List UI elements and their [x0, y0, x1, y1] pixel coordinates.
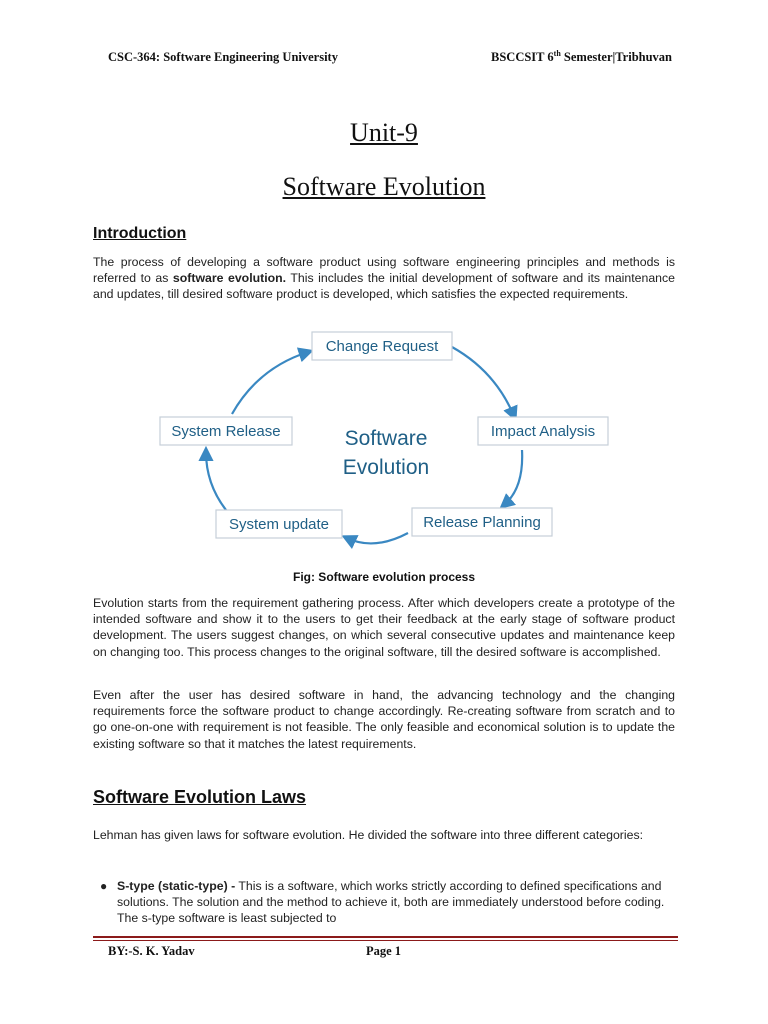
header-program-sup: th	[553, 49, 561, 58]
footer-divider-thin	[93, 940, 678, 941]
node-system-release-label: System Release	[171, 423, 281, 440]
node-system-update	[216, 510, 342, 538]
footer-divider-thick	[93, 936, 678, 938]
intro-p1-after: This includes the initial development of software and its maintenance and updates, till desired software product is developed, which satisfies the expected requirements.	[93, 271, 675, 302]
node-impact-analysis	[478, 417, 608, 445]
cycle-arc-3	[347, 533, 408, 543]
header-program-suffix: Semester|Tribhuvan	[560, 50, 672, 65]
cycle-arc-4	[206, 452, 226, 510]
node-system-release	[160, 417, 292, 445]
s-type-term: S-type (static-type) -	[117, 879, 236, 893]
header-course: CSC-364: Software Engineering University	[108, 50, 338, 64]
node-release-planning	[412, 508, 552, 536]
laws-paragraph: Lehman has given laws for software evolution. He divided the software into three different categories:	[93, 828, 644, 842]
s-type-description: This is a software, which works strictly according to defined specifications and solutions. The solution and the method to achieve it, both are immediately understood before coding. The s-type software is least subjected to	[117, 879, 665, 926]
node-system-update-label: System update	[228, 516, 330, 533]
intro-p1-bold: software evolution.	[172, 271, 287, 286]
intro-p1-before: The process of developing a software product using software engineering principles and methods is referred to as	[93, 255, 675, 286]
laws-heading: Software Evolution Laws	[93, 787, 307, 807]
diagram-center-line2: Evolution	[342, 456, 430, 479]
cycle-arc-2	[504, 450, 522, 505]
figure-caption: Fig: Software evolution process	[292, 570, 476, 584]
footer-page-number: Page 1	[366, 944, 402, 958]
intro-heading: Introduction	[93, 225, 187, 242]
intro-paragraph	[93, 254, 675, 303]
header-program	[491, 49, 672, 65]
bullet-icon: ●	[100, 879, 108, 893]
evolution-diagram	[150, 328, 620, 568]
diagram-center-line1: Software	[344, 427, 428, 450]
node-release-planning-label: Release Planning	[423, 514, 541, 531]
paragraph-evolution-start: Evolution starts from the requirement gathering process. After which developers create a prototype of the intended software and show it to the users to get their feedback at the early stage of software product development. The users suggest changes, on which several consecutive updates and maintenance keep on changing too. This process changes to the original software, till the desired software is accomplished.	[93, 596, 675, 659]
footer-author: BY:-S. K. Yadav	[108, 944, 195, 958]
node-change-request-label: Change Request	[325, 338, 439, 355]
header-program-prefix: BSCCSIT 6	[491, 50, 554, 65]
list-item-s-type	[100, 878, 677, 927]
cycle-arc-1	[452, 347, 514, 416]
paragraph-changing-requirements: Even after the user has desired software in hand, the advancing technology and the changing requirements force the software product to change accordingly. Re-creating software from scratch and to go one-on-one with requirement is not feasible. The only feasible and economical solution is to update the existing software so that it matches the latest requirements.	[93, 688, 675, 751]
page-title: Software Evolution	[282, 172, 486, 201]
node-impact-analysis-label: Impact Analysis	[490, 423, 596, 440]
unit-title: Unit-9	[350, 118, 418, 147]
node-change-request	[312, 332, 452, 360]
cycle-arc-5	[232, 352, 308, 414]
